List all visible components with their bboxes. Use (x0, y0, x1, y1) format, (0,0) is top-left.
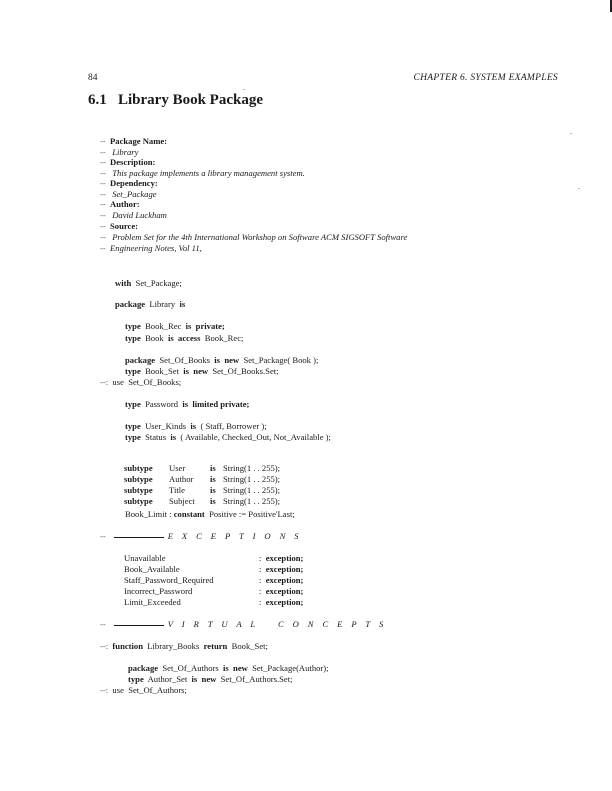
comment-line (100, 178, 158, 188)
separator: : (259, 553, 262, 563)
keyword: type (125, 333, 141, 343)
keyword: new (224, 355, 240, 365)
keyword: is (214, 355, 221, 365)
exception-name: Book_Available (124, 564, 180, 574)
keyword: exception; (265, 575, 304, 585)
comment-line (100, 221, 138, 231)
identifier: Set_Package( Book ); (243, 355, 319, 365)
identifier: Set_Of_Books; (128, 377, 182, 387)
keyword: package (128, 663, 159, 673)
keyword: subtype (124, 463, 153, 473)
source-value: Problem Set for the 4th International Workshop on Software ACM SIGSOFT Software (112, 232, 408, 242)
exception-name: Unavailable (124, 553, 166, 563)
identifier: Author (169, 474, 194, 484)
identifier: String(1 . . 255); (223, 474, 281, 484)
code-line-type-book (125, 333, 243, 343)
code-line-use-set-of-authors (100, 685, 187, 695)
keyword: subtype (124, 496, 153, 506)
identifier: Set_Package; (135, 278, 182, 288)
separator: : (259, 575, 262, 585)
keyword: is (210, 474, 216, 484)
keyword: new (233, 663, 248, 673)
identifier: Book (145, 333, 164, 343)
comment-dash: -- (100, 531, 106, 541)
keyword: use (112, 685, 124, 695)
keyword: exception; (265, 564, 304, 574)
section-title (88, 92, 263, 109)
keyword: is (179, 299, 186, 309)
code-line-book-limit (125, 509, 295, 519)
exception-decl (259, 586, 303, 596)
identifier: ( Staff, Borrower ); (200, 421, 267, 431)
comment-marker: --: (100, 641, 109, 651)
keyword: package (125, 355, 156, 365)
code-line-set-of-books (125, 355, 318, 365)
identifier: Book_Rec (145, 321, 182, 331)
section-title-text: Library Book Package (118, 92, 263, 108)
keyword: function (112, 641, 143, 651)
package-name-value: Library (112, 147, 139, 157)
comment-line (100, 147, 138, 157)
keyword: is (183, 366, 189, 376)
section-number: 6.1 (88, 92, 107, 108)
identifier: Author_Set (147, 674, 188, 684)
keyword: subtype (124, 474, 153, 484)
identifier: String(1 . . 255); (223, 496, 281, 506)
comment-dash: -- (100, 243, 106, 253)
identifier: Library_Books (147, 641, 200, 651)
comment-line (100, 210, 167, 220)
identifier: Set_Of_Books (159, 355, 210, 365)
identifier: Set_Of_Books.Set; (212, 366, 279, 376)
keyword: is (210, 485, 216, 495)
code-line-with (115, 278, 182, 288)
description-label: Description: (110, 157, 156, 167)
keyword: access (178, 333, 201, 343)
scan-speck (570, 133, 572, 134)
code-line-author-set (128, 674, 293, 684)
author-label: Author: (110, 199, 140, 209)
keyword: limited private; (192, 399, 250, 409)
keyword: is (185, 321, 192, 331)
identifier: Library (149, 299, 176, 309)
exception-decl (259, 597, 303, 607)
package-name-label: Package Name: (110, 136, 168, 146)
keyword: type (125, 399, 141, 409)
code-line-book-set (125, 366, 279, 376)
keyword: is (170, 432, 177, 442)
keyword: is (210, 463, 216, 473)
code-line-package (115, 299, 185, 309)
identifier: Set_Of_Authors.Set; (220, 674, 293, 684)
comment-line (100, 243, 202, 253)
code-line-type-book-rec (125, 321, 225, 331)
identifier: ( Available, Checked_Out, Not_Available ); (180, 432, 331, 442)
comment-dash: -- (100, 168, 106, 178)
separator: : (259, 597, 262, 607)
separator: : (259, 586, 262, 596)
comment-dash: -- (100, 232, 106, 242)
exception-decl (259, 575, 303, 585)
exception-name: Incorrect_Password (124, 586, 193, 596)
exception-name: Staff_Password_Required (124, 575, 214, 585)
comment-dash: -- (100, 221, 106, 231)
comment-dash: -- (100, 147, 106, 157)
keyword: return (203, 641, 228, 651)
keyword: package (115, 299, 146, 309)
keyword: type (125, 366, 141, 376)
identifier: Password (145, 399, 179, 409)
keyword: is (182, 399, 189, 409)
keyword: exception; (265, 586, 304, 596)
code-line-function (100, 641, 268, 651)
code-line-subtype (0, 486, 612, 516)
comment-dash: -- (100, 178, 106, 188)
author-value: David Luckham (112, 210, 167, 220)
identifier: User_Kinds (145, 421, 187, 431)
keyword: is (191, 674, 198, 684)
comment-line (100, 199, 140, 209)
keyword: exception; (265, 553, 304, 563)
identifier: Subject (169, 496, 195, 506)
keyword: constant (173, 509, 205, 519)
keyword: use (112, 377, 124, 387)
description-value: This package implements a library management system. (112, 168, 305, 178)
heading-rule (114, 537, 164, 538)
identifier: Book_Set; (231, 641, 268, 651)
source-label: Source: (110, 221, 139, 231)
virtual-title: V I R T U A L (167, 619, 259, 629)
identifier: User (169, 463, 186, 473)
code-line-password (125, 399, 249, 409)
comment-line (100, 157, 155, 167)
code-line-set-of-authors (128, 663, 329, 673)
comment-dash: -- (100, 189, 106, 199)
comment-line (100, 189, 157, 199)
identifier: Book_Rec; (204, 333, 244, 343)
scan-speck (243, 89, 245, 90)
comment-line (100, 168, 305, 178)
keyword: subtype (124, 485, 153, 495)
keyword: with (115, 278, 132, 288)
exception-name: Limit_Exceeded (124, 597, 181, 607)
comment-marker: --: (100, 377, 109, 387)
code-line-status (125, 432, 331, 442)
dependency-value: Set_Package (112, 189, 157, 199)
virtual-concepts-heading (100, 619, 387, 629)
keyword: private; (195, 321, 225, 331)
keyword: is (167, 333, 174, 343)
exception-decl (259, 564, 303, 574)
identifier: Book_Set (145, 366, 179, 376)
dependency-label: Dependency: (110, 178, 158, 188)
identifier: Title (169, 485, 185, 495)
exception-decl (259, 553, 303, 563)
chapter-heading: CHAPTER 6. SYSTEM EXAMPLES (413, 73, 558, 83)
exceptions-title: E X C E P T I O N S (167, 531, 302, 541)
keyword: type (125, 421, 141, 431)
identifier: Book_Limit : (125, 509, 172, 519)
source-value-continued: Engineering Notes, Vol 11, (110, 243, 202, 253)
separator: : (259, 564, 262, 574)
comment-dash: -- (100, 199, 106, 209)
identifier: Set_Package(Author); (252, 663, 329, 673)
exceptions-heading (100, 531, 302, 541)
keyword: type (125, 432, 141, 442)
identifier: Positive := Positive'Last; (209, 509, 295, 519)
keyword: new (201, 674, 217, 684)
keyword: type (128, 674, 144, 684)
code-line-use-set-of-books (100, 377, 181, 387)
comment-marker: --: (100, 685, 109, 695)
scan-speck (578, 188, 580, 189)
code-line-user-kinds (125, 421, 267, 431)
identifier: String(1 . . 255); (223, 485, 281, 495)
identifier: String(1 . . 255); (223, 463, 281, 473)
identifier: Set_Of_Authors; (128, 685, 187, 695)
keyword: is (190, 421, 197, 431)
identifier: Set_Of_Authors (162, 663, 219, 673)
heading-rule (114, 625, 164, 626)
comment-dash: -- (100, 136, 106, 146)
keyword: is (223, 663, 229, 673)
comment-dash: -- (100, 157, 106, 167)
comment-line (100, 136, 167, 146)
comment-line (100, 232, 407, 242)
comment-dash: -- (100, 619, 106, 629)
concepts-title: C O N C E P T S (277, 619, 387, 629)
keyword: type (125, 321, 141, 331)
keyword: new (193, 366, 209, 376)
keyword: exception; (265, 597, 304, 607)
page-number: 84 (88, 73, 98, 83)
keyword: is (210, 496, 216, 506)
identifier: Status (145, 432, 167, 442)
comment-dash: -- (100, 210, 106, 220)
